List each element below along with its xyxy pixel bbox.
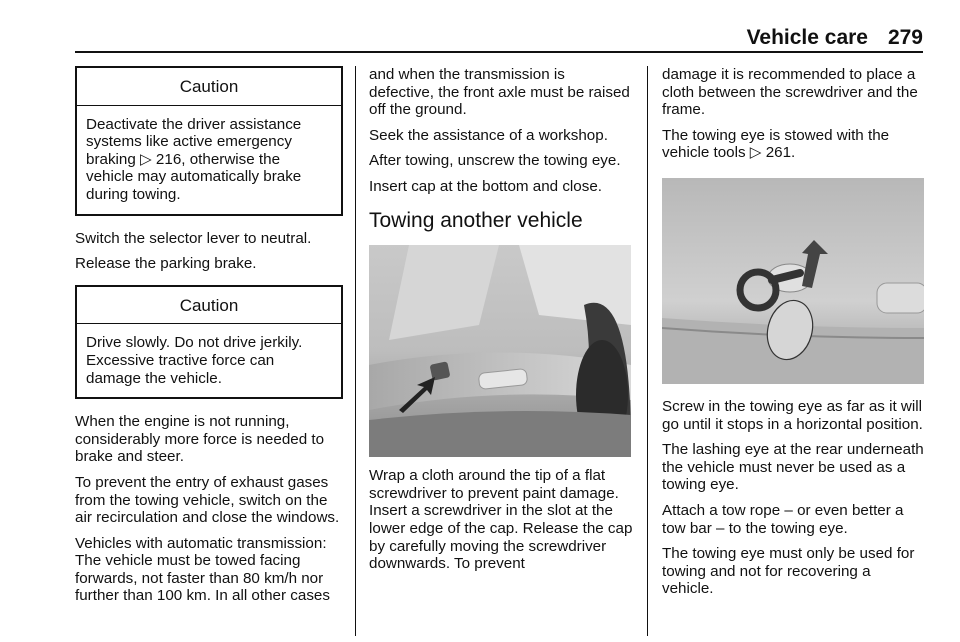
paragraph: To prevent the entry of exhaust gases from the towing vehicle, switch on the air recirculation and close the windows. (75, 473, 340, 527)
towing-eye-illustration (662, 178, 924, 384)
column-1 (75, 66, 343, 613)
paragraph: Insert cap at the bottom and close. (369, 177, 603, 195)
page-header (0, 0, 960, 52)
section-title-header: Vehicle care (746, 26, 868, 49)
column-divider (647, 66, 648, 636)
figure-towing-eye (662, 178, 926, 384)
column-3 (662, 66, 926, 606)
paragraph: and when the transmission is defective, the front axle must be raised off the ground. (369, 66, 630, 119)
paragraph: Seek the assistance of a workshop. (369, 126, 608, 144)
paragraph: Wrap a cloth around the tip of a flat screwdriver to prevent paint damage. Insert a screwdriver in the slot at the lower edge of the cap. Release the cap by carefully moving the screwdriver downwards. To prevent (369, 467, 633, 573)
paragraph: Switch the selector lever to neutral. (75, 229, 312, 247)
paragraph: When the engine is not running, considerably more force is needed to brake and steer. (75, 413, 325, 466)
caution-text: Drive slowly. Do not drive jerkily. Excessive tractive force can damage the vehicle. (86, 334, 303, 387)
figure-bumper-cap (369, 245, 633, 457)
paragraph: After towing, unscrew the towing eye. (369, 152, 621, 170)
page-number: 279 (887, 26, 923, 49)
caution-box (75, 285, 343, 399)
paragraph: Screw in the towing eye as far as it will go until it stops in a horizontal position. (662, 397, 923, 433)
paragraph: The towing eye is stowed with the vehicle tools ▷ 261. (662, 126, 890, 162)
paragraph: Release the parking brake. (75, 255, 257, 273)
paragraph: The towing eye must only be used for towing and not for recovering a vehicle. (662, 545, 915, 598)
paragraph: damage it is recommended to place a cloth between the screwdriver and the frame. (662, 66, 918, 119)
paragraph: Attach a tow rope – or even better a tow bar – to the towing eye. (662, 501, 904, 537)
caution-box (75, 66, 343, 216)
caution-text: Deactivate the driver assistance systems like active emergency braking ▷ 216, otherwise the vehicle may automatically brake during towing. (86, 115, 302, 203)
bumper-cap-illustration (369, 245, 631, 457)
section-heading: Towing another vehicle (369, 208, 583, 232)
column-2 (369, 66, 633, 581)
paragraph: Vehicles with automatic transmission: The vehicle must be towed facing forwards, not faster than 80 km/h nor further than 100 km. In all other cases (75, 534, 330, 605)
column-divider (355, 66, 356, 636)
caution-heading: Caution (77, 287, 341, 325)
paragraph: The lashing eye at the rear underneath the vehicle must never be used as a towing eye. (662, 441, 924, 494)
caution-heading: Caution (77, 68, 341, 106)
header-rule (75, 51, 923, 53)
